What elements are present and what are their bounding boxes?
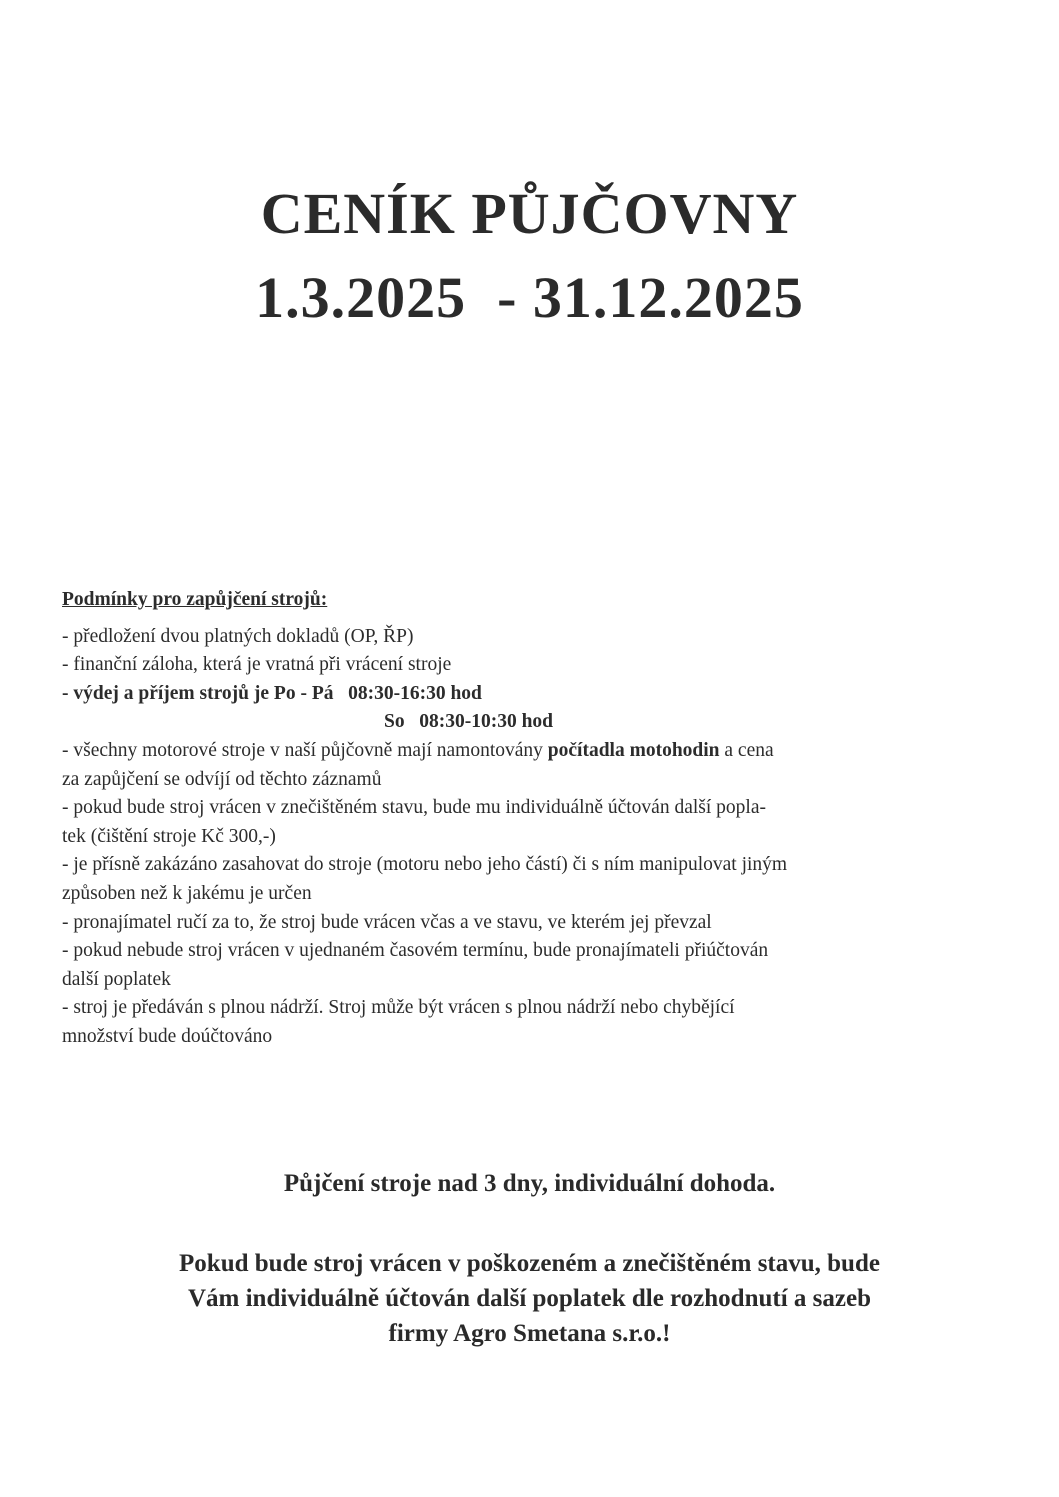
conditions-heading: Podmínky pro zapůjčení strojů:	[62, 589, 328, 610]
condition-item-documents: - předložení dvou platných dokladů (OP, ŘP)	[62, 625, 414, 647]
condition-item-fuel-cont: množství bude doúčtováno	[62, 1025, 273, 1047]
footer-note-long-rental: Půjčení stroje nad 3 dny, individuální dohoda.	[283, 1170, 776, 1197]
condition-item-dirty: - pokud bude stroj vrácen v znečištěném stavu, bude mu individuálně účtován další popla-	[62, 797, 766, 819]
condition-item-fuel: - stroj je předáván s plnou nádrží. Stroj může být vrácen s plnou nádrží nebo chybějící	[62, 997, 735, 1019]
document-title	[0, 172, 1059, 340]
condition-item-hours-saturday-row	[62, 708, 1002, 737]
condition-item-liability: - pronajímatel ručí za to, že stroj bude vrácen včas a ve stavu, ve kterém jej převzal	[62, 911, 712, 933]
footer-note-damage-line2: Vám individuálně účtován další poplatek dle rozhodnutí a sazeb	[187, 1285, 871, 1312]
condition-item-late-return-cont: další poplatek	[62, 968, 171, 990]
condition-item-hour-meters-cont: za zapůjčení se odvíjí od těchto záznamů	[62, 768, 382, 790]
condition-item-tampering-cont: způsoben než k jakému je určen	[62, 882, 312, 904]
condition-item-hours-weekday: - výdej a příjem strojů je Po - Pá 08:30-16:30 hod	[62, 682, 482, 704]
condition-item-deposit: - finanční záloha, která je vratná při vrácení stroje	[62, 654, 452, 676]
condition-item-tampering: - je přísně zakázáno zasahovat do stroje (motoru nebo jeho částí) či s ním manipulovat jiným	[62, 854, 788, 876]
hour-meters-text-post: a cena	[719, 739, 774, 761]
title-line-dates: 1.3.2025 - 31.12.2025	[255, 265, 804, 330]
condition-item-hour-meters	[62, 737, 1002, 766]
condition-item-dirty-cont: tek (čištění stroje Kč 300,-)	[62, 825, 276, 847]
footer-note-damage-line3: firmy Agro Smetana s.r.o.!	[388, 1320, 671, 1347]
condition-item-hours-saturday: So 08:30-10:30 hod	[384, 711, 554, 733]
hour-meters-text-bold: počítadla motohodin	[547, 739, 720, 761]
footer-note-damage-line1: Pokud bude stroj vrácen v poškozeném a znečištěném stavu, bude	[179, 1250, 880, 1277]
footer-note-damage	[0, 1246, 1059, 1351]
rental-conditions	[62, 586, 1002, 1052]
hour-meters-text-pre: - všechny motorové stroje v naší půjčovně mají namontovány	[62, 739, 548, 761]
title-line-name: CENÍK PŮJČOVNY	[260, 181, 799, 246]
condition-item-late-return: - pokud nebude stroj vrácen v ujednaném časovém termínu, bude pronajímateli přiúčtován	[62, 940, 769, 962]
